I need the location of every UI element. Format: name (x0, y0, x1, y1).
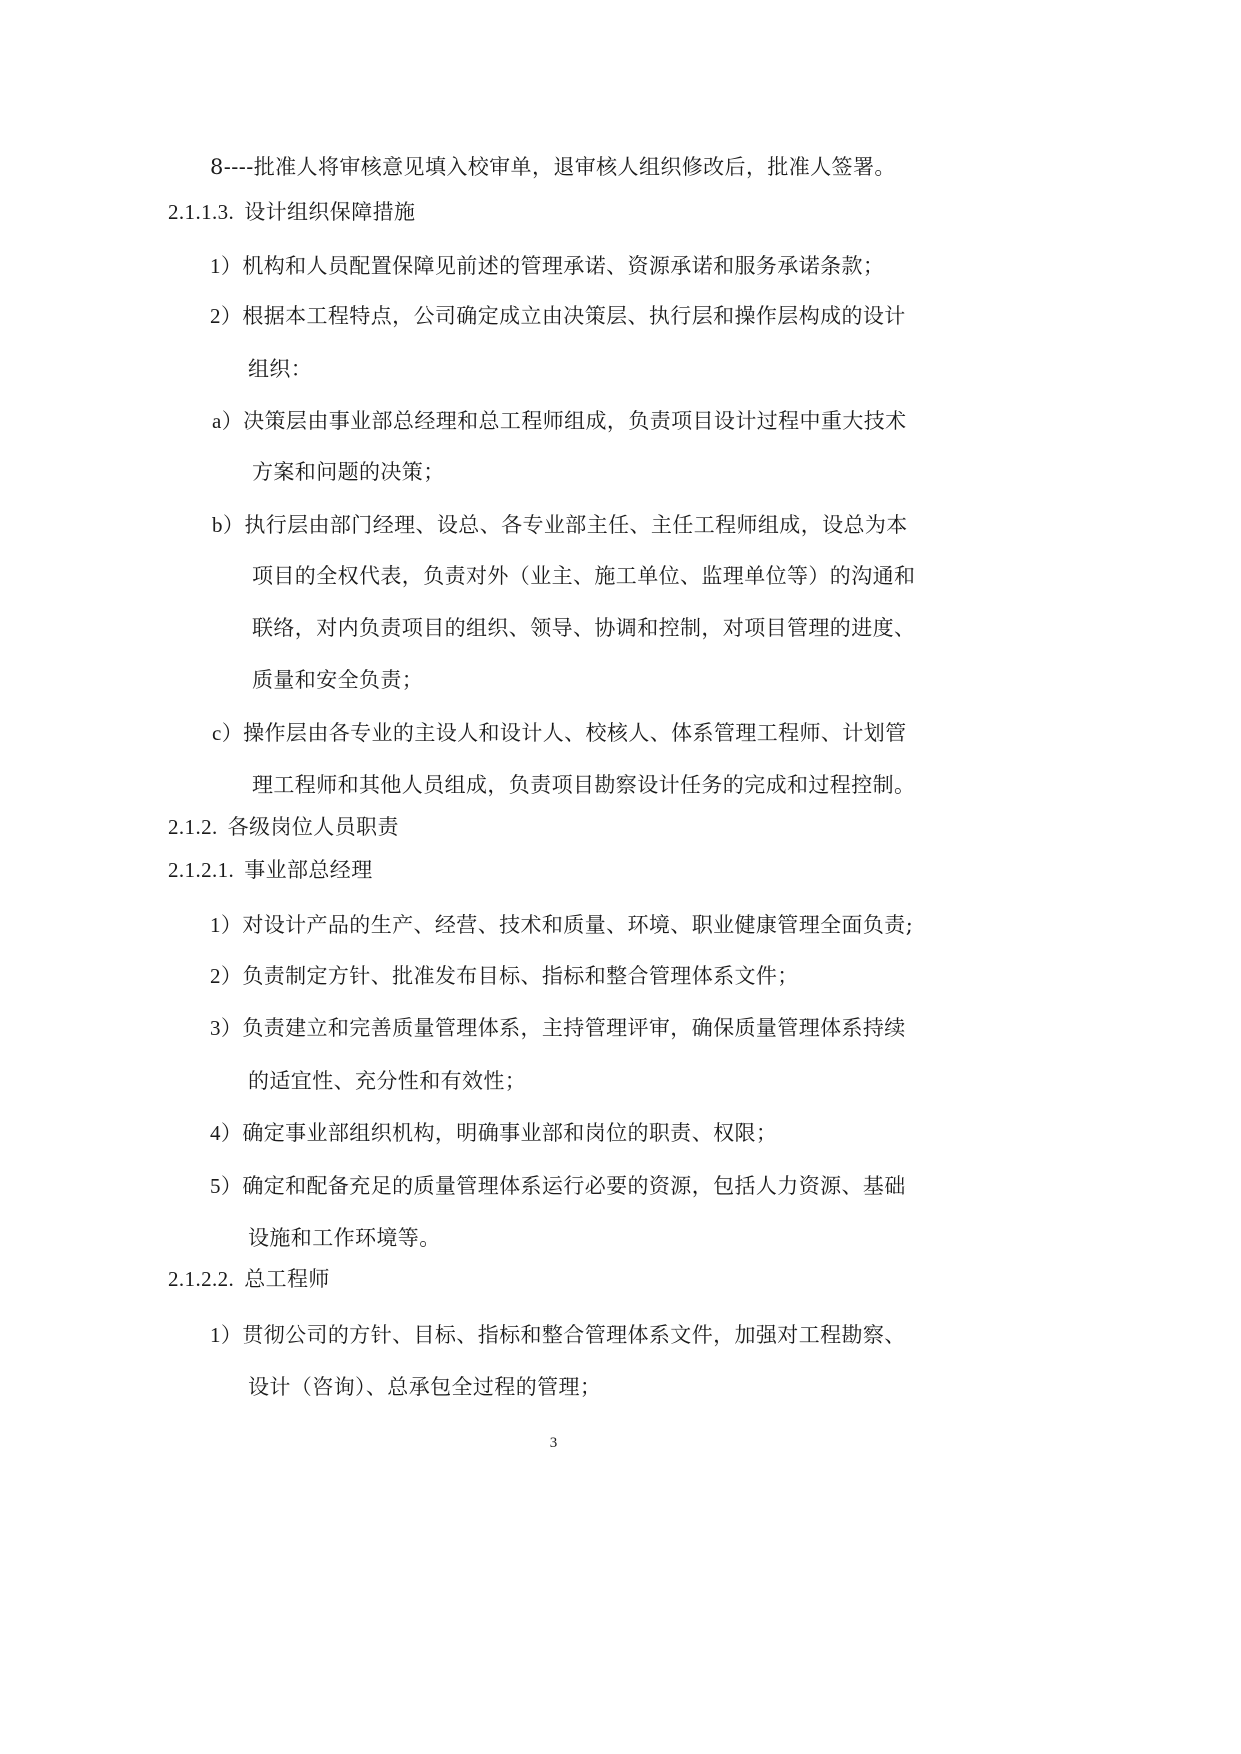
list-marker: b） (212, 513, 245, 537)
list-item-continuation (248, 1066, 526, 1096)
list-item-2 (210, 301, 906, 331)
section-number: 2.1.2.1. (168, 858, 235, 882)
section-number: 2.1.2.2. (168, 1267, 235, 1291)
list-item-1 (210, 1320, 906, 1350)
list-item-b (212, 510, 908, 540)
section-title: 设计组织保障措施 (244, 200, 416, 224)
section-number: 2.1.2. (168, 815, 218, 839)
list-item-continuation (248, 1372, 601, 1402)
section-heading-2-1-2-1 (168, 855, 373, 885)
section-heading-2-1-1-3 (168, 197, 415, 227)
list-item-continuation (252, 613, 915, 643)
paragraph-line (210, 152, 896, 182)
list-item-text: 贯彻公司的方针、目标、指标和整合管理体系文件，加强对工程勘察、 (242, 1323, 906, 1347)
line-text: 质量和安全负责； (252, 668, 424, 692)
list-marker: 1） (210, 1323, 243, 1347)
section-heading-2-1-2 (168, 812, 399, 842)
list-marker: 2） (210, 964, 243, 988)
line-text: 组织： (248, 357, 313, 381)
line-text: 的适宜性、充分性和有效性； (248, 1069, 527, 1093)
list-item-text: 负责制定方针、批准发布目标、指标和整合管理体系文件； (242, 964, 799, 988)
section-heading-2-1-2-2 (168, 1264, 330, 1294)
list-item-2 (210, 961, 799, 991)
list-item-5 (210, 1171, 906, 1201)
list-item-text: 确定事业部组织机构，明确事业部和岗位的职责、权限； (242, 1121, 778, 1145)
list-item-continuation (252, 665, 423, 695)
list-item-text: 对设计产品的生产、经营、技术和质量、环境、职业健康管理全面负责; (242, 913, 914, 937)
list-item-4 (210, 1118, 777, 1148)
list-item-continuation (248, 1223, 441, 1253)
list-marker: 5） (210, 1174, 243, 1198)
section-title: 事业部总经理 (244, 858, 373, 882)
section-number: 2.1.1.3. (168, 200, 235, 224)
line-text: 联络，对内负责项目的组织、领导、协调和控制，对项目管理的进度、 (252, 616, 916, 640)
page-number: 3 (549, 1435, 558, 1451)
list-marker: 4） (210, 1121, 243, 1145)
list-item-continuation (248, 354, 312, 384)
list-marker: 2） (210, 304, 243, 328)
list-marker: a） (212, 409, 244, 433)
line-text: 设施和工作环境等。 (248, 1226, 441, 1250)
line-text: 理工程师和其他人员组成，负责项目勘察设计任务的完成和过程控制。 (252, 773, 916, 797)
line-text: 8----批准人将审核意见填入校审单，退审核人组织修改后，批准人签署。 (210, 155, 896, 179)
list-marker: 3） (210, 1016, 243, 1040)
line-text: 项目的全权代表，负责对外（业主、施工单位、监理单位等）的沟通和 (252, 564, 916, 588)
list-item-c (212, 718, 907, 748)
line-text: 设计（咨询）、总承包全过程的管理； (248, 1375, 602, 1399)
list-item-continuation (252, 561, 915, 591)
list-marker: 1） (210, 913, 243, 937)
list-item-text: 决策层由事业部总经理和总工程师组成，负责项目设计过程中重大技术 (243, 409, 907, 433)
list-item-continuation (252, 770, 915, 800)
list-marker: 1） (210, 254, 243, 278)
list-item-a (212, 406, 907, 436)
list-item-continuation (252, 457, 445, 487)
list-item-text: 操作层由各专业的主设人和设计人、校核人、体系管理工程师、计划管 (243, 721, 907, 745)
list-item-text: 执行层由部门经理、设总、各专业部主任、主任工程师组成，设总为本 (244, 513, 908, 537)
list-item-text: 机构和人员配置保障见前述的管理承诺、资源承诺和服务承诺条款； (242, 254, 885, 278)
line-text: 方案和问题的决策； (252, 460, 445, 484)
list-item-3 (210, 1013, 906, 1043)
list-item-text: 确定和配备充足的质量管理体系运行必要的资源，包括人力资源、基础 (242, 1174, 906, 1198)
list-item-text: 根据本工程特点，公司确定成立由决策层、执行层和操作层构成的设计 (242, 304, 906, 328)
list-item-1 (210, 910, 913, 940)
section-title: 各级岗位人员职责 (227, 815, 399, 839)
list-marker: c） (212, 721, 244, 745)
list-item-text: 负责建立和完善质量管理体系，主持管理评审，确保质量管理体系持续 (242, 1016, 906, 1040)
section-title: 总工程师 (244, 1267, 330, 1291)
list-item-1 (210, 251, 884, 281)
